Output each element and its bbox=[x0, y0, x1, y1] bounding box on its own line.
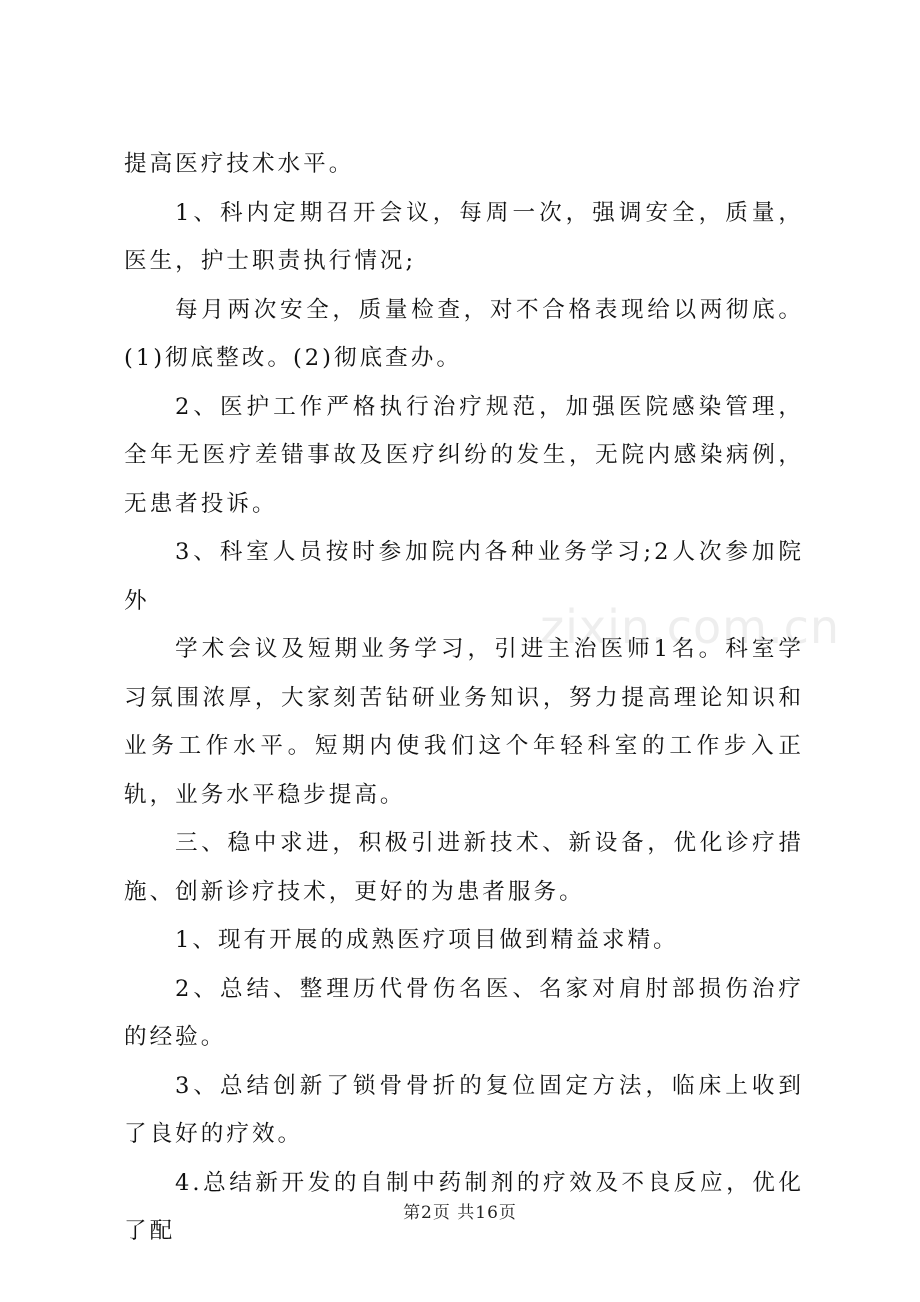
paragraph-1: 1、科内定期召开会议，每周一次，强调安全，质量，医生，护士职责执行情况; bbox=[124, 199, 804, 274]
paragraph-8: 2、总结、整理历代骨伤名医、名家对肩肘部损伤治疗的经验。 bbox=[124, 975, 804, 1050]
watermark: zixin.com.cn bbox=[540, 600, 841, 654]
paragraph-6: 三、稳中求进，积极引进新技术、新设备，优化诊疗措施、创新诊疗技术，更好的为患者服务。 bbox=[124, 830, 804, 905]
paragraph-0: 提高医疗技术水平。 bbox=[124, 151, 355, 177]
paragraph-3: 2、医护工作严格执行治疗规范，加强医院感染管理，全年无医疗差错事故及医疗纠纷的发生，无院内感染病例，无患者投诉。 bbox=[124, 393, 804, 517]
document-body bbox=[124, 140, 804, 1256]
paragraph-4: 3、科室人员按时参加院内各种业务学习;2人次参加院外 bbox=[124, 539, 804, 614]
paragraph-9: 3、总结创新了锁骨骨折的复位固定方法，临床上收到了良好的疗效。 bbox=[124, 1072, 804, 1147]
paragraph-10: 4.总结新开发的自制中药制剂的疗效及不良反应，优化了配 bbox=[124, 1169, 804, 1244]
page-footer: 第2页 共16页 bbox=[403, 1203, 517, 1223]
paragraph-5: 学术会议及短期业务学习，引进主治医师1名。科室学习氛围浓厚，大家刻苦钻研业务知识，努力提高理论知识和业务工作水平。短期内使我们这个年轻科室的工作步入正轨，业务水平稳步提高。 bbox=[124, 636, 804, 808]
paragraph-2: 每月两次安全，质量检查，对不合格表现给以两彻底。(1)彻底整改。(2)彻底查办。 bbox=[124, 296, 804, 371]
paragraph-7: 1、现有开展的成熟医疗项目做到精益求精。 bbox=[175, 927, 679, 953]
